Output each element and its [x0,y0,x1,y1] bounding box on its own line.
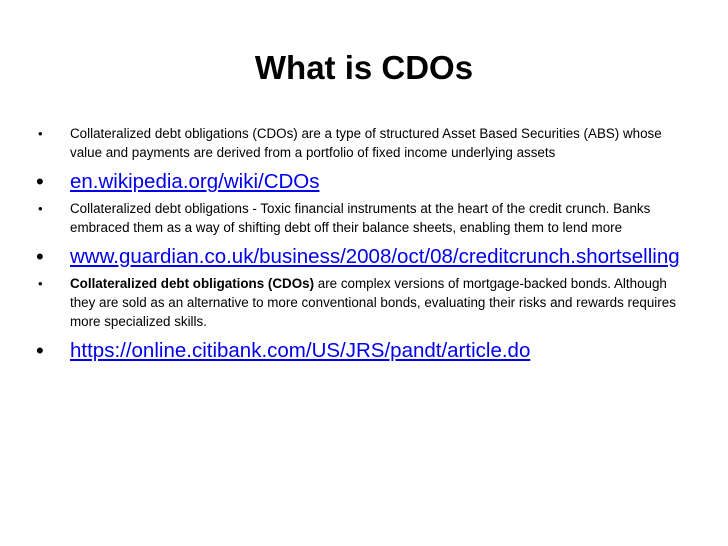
bold-term: Collateralized debt obligations (CDOs) [70,276,315,291]
bullet-icon: • [36,244,44,269]
bullet-text [70,276,676,329]
bullet-icon: • [38,276,43,291]
bullet-text: Collateralized debt obligations - Toxic financial instruments at the heart of the credit crunch. Banks embraced them as a way of shifting debt off their balance sheets, enabling them to lend more [70,201,651,235]
bullet-list [36,124,686,368]
wikipedia-link[interactable]: en.wikipedia.org/wiki/CDOs [70,170,320,193]
bullet-text-rest: are complex versions of mortgage-backed bonds. Although they are sold as an alternative to more conventional bonds, evaluating their risks and rewards requires more specialized skills. [70,276,676,329]
slide-title: What is CDOs [254,49,474,86]
bullet-icon: • [38,201,43,216]
bullet-item [36,274,686,331]
bullet-item [36,337,686,364]
guardian-link[interactable]: www.guardian.co.uk/business/2008/oct/08/creditcrunch.shortselling [70,245,680,268]
bullet-icon: • [38,126,43,141]
bullet-item [36,199,686,237]
bullet-icon: • [36,169,44,194]
bullet-item [36,168,686,195]
bullet-item [36,124,686,162]
bullet-text: Collateralized debt obligations (CDOs) are a type of structured Asset Based Securities (ABS) whose value and payments are derived from a portfolio of fixed income underlying assets [70,126,662,160]
bullet-icon: • [36,338,44,363]
citibank-link[interactable]: https://online.citibank.com/US/JRS/pandt/article.do [70,339,531,362]
bullet-item [36,243,686,270]
